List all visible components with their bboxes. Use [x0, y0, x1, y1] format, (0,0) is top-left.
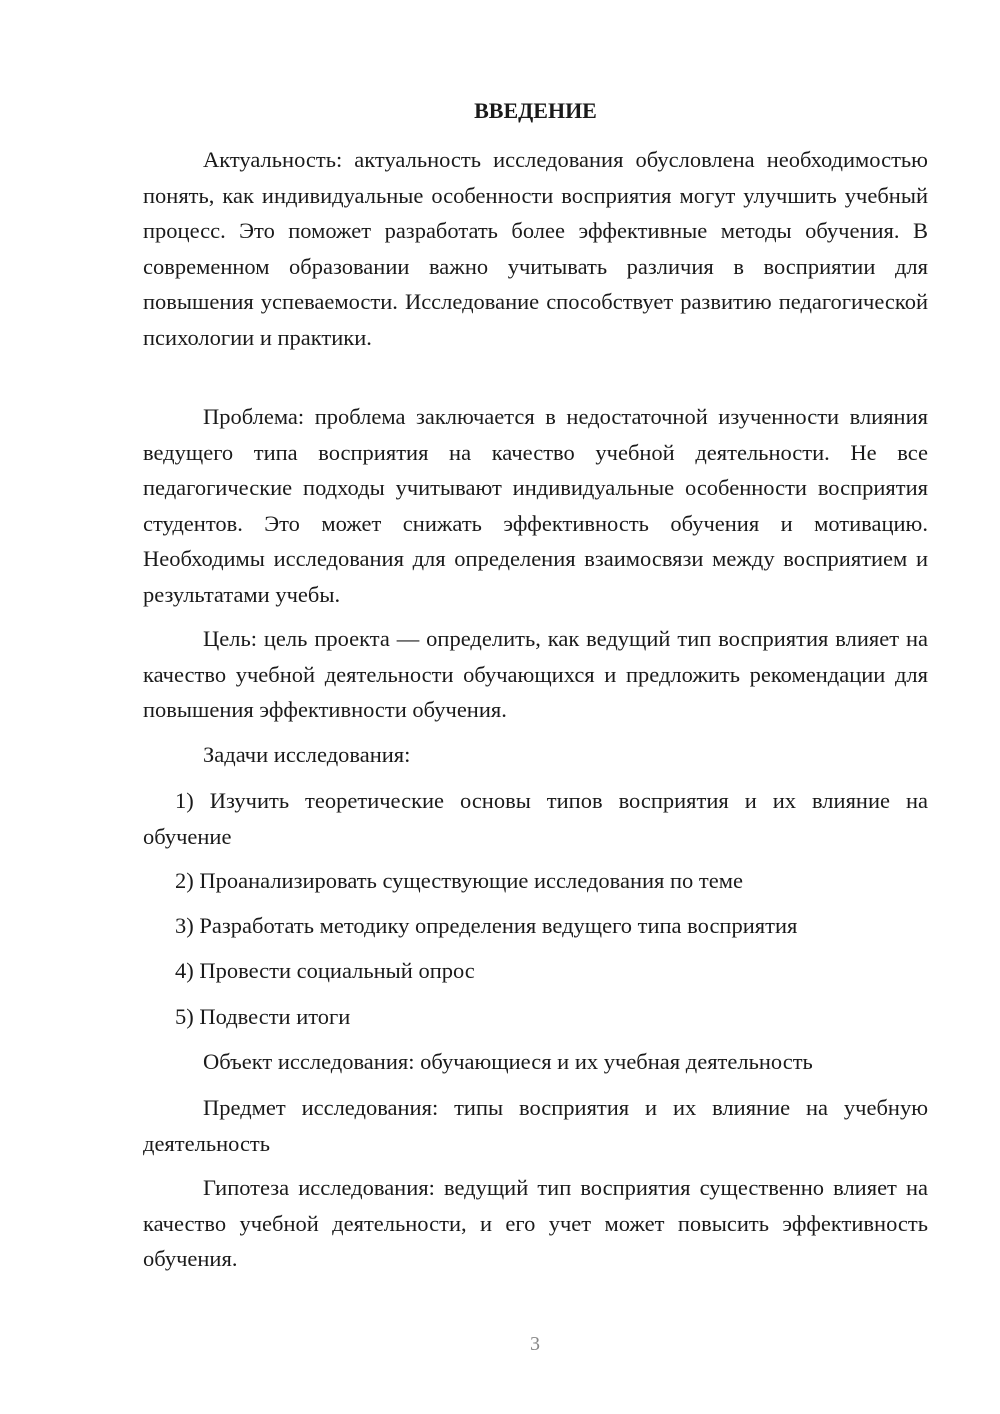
- task-item-4: 4) Провести социальный опрос: [175, 958, 475, 983]
- task-item-5: 5) Подвести итоги: [175, 1004, 351, 1029]
- tasks-heading: Задачи исследования:: [203, 742, 411, 767]
- page-title: ВВЕДЕНИЕ: [474, 98, 597, 123]
- page-number: 3: [530, 1333, 540, 1355]
- paragraph-relevance: Актуальность: актуальность исследования обусловлена необходимостью понять, как индивидуальные особенности восприятия могут улучшить учебный процесс. Это поможет разработать более эффективные методы обучения. В современном образовании важно учитывать различия в восприятии для повышения успеваемости. Исследование способствует развитию педагогической психологии и практики.: [143, 147, 928, 350]
- task-item-2: 2) Проанализировать существующие исследования по теме: [175, 868, 743, 893]
- paragraph-object: Объект исследования: обучающиеся и их учебная деятельность: [203, 1049, 813, 1074]
- paragraph-subject: Предмет исследования: типы восприятия и их влияние на учебную деятельность: [143, 1095, 928, 1156]
- paragraph-problem: Проблема: проблема заключается в недостаточной изученности влияния ведущего типа восприятия на качество учебной деятельности. Не все педагогические подходы учитывают индивидуальные особенности восприятия студентов. Это может снижать эффективность обучения и мотивацию. Необходимы исследования для определения взаимосвязи между восприятием и результатами учебы.: [143, 404, 928, 607]
- task-item-3: 3) Разработать методику определения ведущего типа восприятия: [175, 913, 798, 938]
- paragraph-hypothesis: Гипотеза исследования: ведущий тип восприятия существенно влияет на качество учебной деятельности, и его учет может повысить эффективность обучения.: [143, 1175, 928, 1271]
- paragraph-goal: Цель: цель проекта — определить, как ведущий тип восприятия влияет на качество учебной деятельности обучающихся и предложить рекомендации для повышения эффективности обучения.: [143, 626, 928, 722]
- task-item-1: 1) Изучить теоретические основы типов восприятия и их влияние на обучение: [143, 788, 928, 849]
